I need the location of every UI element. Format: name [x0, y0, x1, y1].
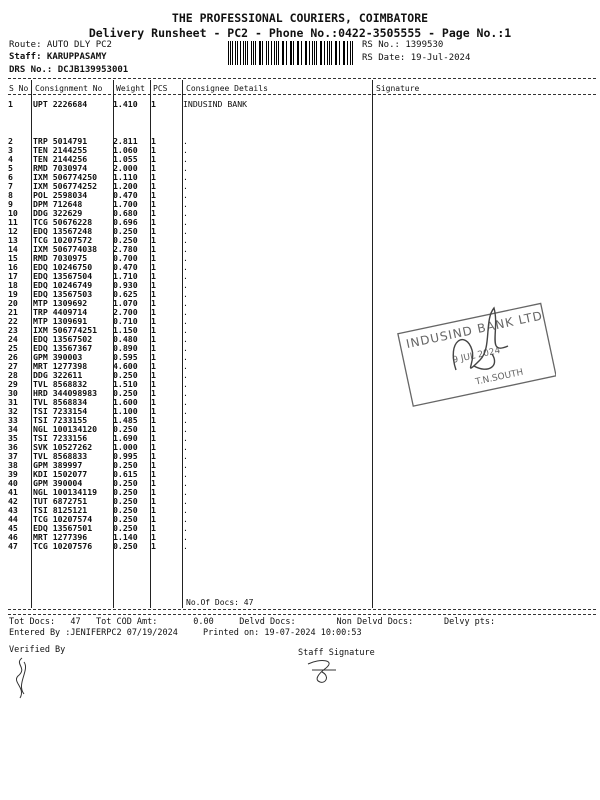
row-weight: 0.250 — [113, 226, 138, 236]
row-consignee: . — [183, 271, 188, 281]
row-weight: 0.250 — [113, 487, 138, 497]
row-consignee: . — [183, 379, 188, 389]
verifier-signature-icon — [10, 654, 36, 702]
header-pcs: PCS — [153, 84, 168, 93]
row-weight: 0.615 — [113, 469, 138, 479]
row-weight: 0.250 — [113, 541, 138, 551]
barcode-bar — [243, 41, 244, 65]
row-sno: 31 — [8, 397, 18, 407]
row-consignment: RMD 7030975 — [33, 253, 88, 263]
row-pcs: 1 — [151, 235, 156, 245]
row-sno: 17 — [8, 271, 18, 281]
divider — [8, 78, 596, 79]
row-consignee: . — [183, 253, 188, 263]
row-consignment: TVL 8568833 — [33, 451, 88, 461]
row-sno: 32 — [8, 406, 18, 416]
row-sno: 28 — [8, 370, 18, 380]
row-weight: 0.625 — [113, 289, 138, 299]
row-consignment: TSI 7233155 — [33, 415, 88, 425]
row-consignment: TRP 4409714 — [33, 307, 88, 317]
row-consignment: NGL 100134119 — [33, 487, 98, 497]
row-consignment: MRT 1277396 — [33, 532, 88, 542]
row-consignment: EDQ 13567502 — [33, 334, 93, 344]
row-weight: 1.200 — [113, 181, 138, 191]
row-consignee: . — [183, 145, 188, 155]
row-sno: 2 — [8, 136, 13, 146]
row-consignee: . — [183, 460, 188, 470]
row-weight: 1.150 — [113, 325, 138, 335]
row-consignee: . — [183, 316, 188, 326]
row-sno: 3 — [8, 145, 13, 155]
row-sno: 19 — [8, 289, 18, 299]
row-consignment: EDQ 13567248 — [33, 226, 93, 236]
row-consignee: . — [183, 541, 188, 551]
stamp-line1: INDUSIND BANK LTD — [404, 308, 545, 352]
row-pcs: 1 — [151, 487, 156, 497]
row-consignment: TCG 10207574 — [33, 514, 93, 524]
barcode-bar — [228, 41, 229, 65]
row-consignee: . — [183, 154, 188, 164]
row-weight: 2.700 — [113, 307, 138, 317]
row-sno: 20 — [8, 298, 18, 308]
row-consignee: . — [183, 433, 188, 443]
barcode-bar — [286, 41, 287, 65]
row-consignment: DDG 322611 — [33, 370, 83, 380]
row-consignment: HRD 344098983 — [33, 388, 98, 398]
row-sno: 8 — [8, 190, 13, 200]
row-sno: 27 — [8, 361, 18, 371]
document-subtitle: Delivery Runsheet - PC2 - Phone No.:0422-3505555 - Page No.:1 — [88, 26, 512, 40]
row-weight: 2.811 — [113, 136, 138, 146]
row-consignment: TUT 6872751 — [33, 496, 88, 506]
row-sno: 14 — [8, 244, 18, 254]
row-pcs: 1 — [151, 523, 156, 533]
row-sno: 29 — [8, 379, 18, 389]
row-pcs: 1 — [151, 424, 156, 434]
row-weight: 1.070 — [113, 298, 138, 308]
row-sno: 26 — [8, 352, 18, 362]
row-sno: 41 — [8, 487, 18, 497]
row-sno: 40 — [8, 478, 18, 488]
row-pcs: 1 — [151, 253, 156, 263]
row-consignment: POL 2598034 — [33, 190, 88, 200]
footer-totals: Tot Docs: 47 Tot COD Amt: 0.00 Delvd Docs: Non Delvd Docs: Delvy pts: — [9, 617, 496, 627]
divider — [8, 94, 596, 95]
row-sno: 16 — [8, 262, 18, 272]
row-consignee: . — [183, 190, 188, 200]
barcode-bar — [274, 41, 275, 65]
row-consignee: . — [183, 442, 188, 452]
row-sno: 7 — [8, 181, 13, 191]
row-consignment: TSI 7233156 — [33, 433, 88, 443]
row-consignee: . — [183, 334, 188, 344]
barcode-bar — [327, 41, 328, 65]
row-consignment: TCG 10207576 — [33, 541, 93, 551]
row-pcs: 1 — [151, 451, 156, 461]
stamp-line2: T.N.SOUTH — [474, 367, 525, 388]
row-weight: 1.055 — [113, 154, 138, 164]
row-pcs: 1 — [151, 514, 156, 524]
row-pcs: 1 — [151, 505, 156, 515]
row-pcs: 1 — [151, 271, 156, 281]
row-pcs: 1 — [151, 172, 156, 182]
row-sno: 5 — [8, 163, 13, 173]
consignment-table — [8, 137, 363, 551]
row-weight: 0.250 — [113, 478, 138, 488]
barcode-bar — [262, 41, 263, 65]
barcode — [228, 41, 354, 65]
row-weight: 0.250 — [113, 505, 138, 515]
row-pcs: 1 — [151, 99, 156, 109]
row-weight: 0.250 — [113, 514, 138, 524]
row-pcs: 1 — [151, 460, 156, 470]
row-consignee: . — [183, 244, 188, 254]
row-weight: 1.100 — [113, 406, 138, 416]
row-weight: 1.485 — [113, 415, 138, 425]
barcode-bar — [321, 41, 322, 65]
row-consignment: TSI 8125121 — [33, 505, 88, 515]
bank-stamp-icon — [396, 300, 556, 410]
printed-on: Printed on: 19-07-2024 10:00:53 — [203, 628, 362, 638]
row-pcs: 1 — [151, 154, 156, 164]
row-weight: 0.250 — [113, 523, 138, 533]
row-consignee: . — [183, 217, 188, 227]
row-consignee: . — [183, 199, 188, 209]
row-consignment: EDQ 13567503 — [33, 289, 93, 299]
row-consignee: . — [183, 361, 188, 371]
row-consignee: . — [183, 523, 188, 533]
verified-by: Verified By — [9, 645, 66, 655]
table-row — [8, 100, 363, 109]
row-sno: 39 — [8, 469, 18, 479]
barcode-bar — [247, 41, 248, 65]
row-weight: 0.595 — [113, 352, 138, 362]
row-sno: 9 — [8, 199, 13, 209]
row-pcs: 1 — [151, 163, 156, 173]
route: Route: AUTO DLY PC2 — [9, 40, 112, 50]
row-sno: 42 — [8, 496, 18, 506]
row-consignment: TEN 2144256 — [33, 154, 88, 164]
row-weight: 2.780 — [113, 244, 138, 254]
row-pcs: 1 — [151, 379, 156, 389]
row-pcs: 1 — [151, 217, 156, 227]
row-consignment: SVK 10527262 — [33, 442, 93, 452]
row-consignee: . — [183, 298, 188, 308]
row-weight: 1.140 — [113, 532, 138, 542]
row-weight: 0.696 — [113, 217, 138, 227]
row-consignment: DDG 322629 — [33, 208, 83, 218]
row-sno: 15 — [8, 253, 18, 263]
row-sno: 23 — [8, 325, 18, 335]
row-sno: 34 — [8, 424, 18, 434]
row-consignment: TVL 8568832 — [33, 379, 88, 389]
row-sno: 30 — [8, 388, 18, 398]
row-sno: 18 — [8, 280, 18, 290]
barcode-bar — [312, 41, 313, 65]
row-consignee: . — [183, 343, 188, 353]
row-sno: 36 — [8, 442, 18, 452]
header-consignee: Consignee Details — [186, 84, 268, 93]
row-pcs: 1 — [151, 208, 156, 218]
row-weight: 0.480 — [113, 334, 138, 344]
row-sno: 24 — [8, 334, 18, 344]
row-pcs: 1 — [151, 442, 156, 452]
row-pcs: 1 — [151, 415, 156, 425]
row-weight: 0.470 — [113, 262, 138, 272]
document-title: THE PROFESSIONAL COURIERS, COIMBATORE — [171, 11, 429, 25]
row-sno: 6 — [8, 172, 13, 182]
row-weight: 1.710 — [113, 271, 138, 281]
header-consignment: Consignment No — [35, 84, 103, 93]
row-pcs: 1 — [151, 316, 156, 326]
barcode-bar — [255, 41, 256, 65]
row-pcs: 1 — [151, 280, 156, 290]
row-consignee: . — [183, 424, 188, 434]
barcode-bar — [298, 41, 299, 65]
row-consignment: DPM 712648 — [33, 199, 83, 209]
row-consignee: . — [183, 208, 188, 218]
row-weight: 0.995 — [113, 451, 138, 461]
row-pcs: 1 — [151, 190, 156, 200]
row-consignment: TRP 5014791 — [33, 136, 88, 146]
row-sno: 1 — [8, 99, 13, 109]
row-sno: 4 — [8, 154, 13, 164]
row-consignment: MTP 1309691 — [33, 316, 88, 326]
row-consignment: RMD 7030974 — [33, 163, 88, 173]
row-consignee: . — [183, 325, 188, 335]
rs-number: RS No.: 1399530 — [362, 40, 444, 50]
row-consignment: EDQ 13567367 — [33, 343, 93, 353]
barcode-bar — [282, 41, 283, 65]
row-weight: 0.250 — [113, 460, 138, 470]
row-consignment: GPM 390003 — [33, 352, 83, 362]
row-sno: 46 — [8, 532, 18, 542]
row-pcs: 1 — [151, 145, 156, 155]
row-weight: 0.250 — [113, 235, 138, 245]
row-pcs: 1 — [151, 532, 156, 542]
row-weight: 1.700 — [113, 199, 138, 209]
row-consignee: . — [183, 514, 188, 524]
row-weight: 1.510 — [113, 379, 138, 389]
row-weight: 0.250 — [113, 496, 138, 506]
row-consignment: EDQ 13567504 — [33, 271, 93, 281]
row-pcs: 1 — [151, 478, 156, 488]
row-sno: 43 — [8, 505, 18, 515]
row-sno: 35 — [8, 433, 18, 443]
no-of-docs: No.Of Docs: 47 — [186, 598, 254, 607]
row-pcs: 1 — [151, 262, 156, 272]
row-pcs: 1 — [151, 388, 156, 398]
entered-by: Entered By :JENIFERPC2 07/19/2024 — [9, 628, 178, 638]
row-consignee: . — [183, 181, 188, 191]
row-pcs: 1 — [151, 469, 156, 479]
barcode-bar — [314, 41, 315, 65]
row-consignment: TCG 10207572 — [33, 235, 93, 245]
row-consignee: . — [183, 370, 188, 380]
row-consignee: . — [183, 388, 188, 398]
row-sno: 47 — [8, 541, 18, 551]
barcode-bar — [335, 41, 336, 65]
row-weight: 0.250 — [113, 388, 138, 398]
row-consignee: . — [183, 235, 188, 245]
row-weight: 1.410 — [113, 99, 138, 109]
row-weight: 0.470 — [113, 190, 138, 200]
row-pcs: 1 — [151, 343, 156, 353]
row-weight: 0.700 — [113, 253, 138, 263]
row-sno: 44 — [8, 514, 18, 524]
row-consignee: . — [183, 451, 188, 461]
row-pcs: 1 — [151, 226, 156, 236]
row-pcs: 1 — [151, 298, 156, 308]
barcode-bar — [235, 41, 236, 65]
row-consignee: . — [183, 505, 188, 515]
barcode-bar — [266, 41, 267, 65]
row-weight: 0.930 — [113, 280, 138, 290]
row-consignee: . — [183, 415, 188, 425]
row-consignee: . — [183, 496, 188, 506]
row-sno: 33 — [8, 415, 18, 425]
row-sno: 45 — [8, 523, 18, 533]
row-consignee: . — [183, 136, 188, 146]
row-consignee: . — [183, 352, 188, 362]
row-weight: 1.690 — [113, 433, 138, 443]
row-consignee: . — [183, 469, 188, 479]
barcode-bar — [350, 41, 351, 65]
row-pcs: 1 — [151, 244, 156, 254]
drs-number: DRS No.: DCJB139953001 — [9, 65, 129, 75]
barcode-bar — [278, 41, 279, 65]
row-consignment: IXM 506774038 — [33, 244, 98, 254]
first-row-table — [8, 100, 363, 109]
row-consignee: . — [183, 307, 188, 317]
row-consignment: EDQ 10246749 — [33, 280, 93, 290]
staff-signature-icon — [306, 656, 340, 686]
barcode-bar — [293, 41, 294, 65]
row-consignee: . — [183, 262, 188, 272]
row-sno: 25 — [8, 343, 18, 353]
divider — [8, 614, 596, 615]
barcode-bar — [240, 41, 241, 65]
row-weight: 1.060 — [113, 145, 138, 155]
row-weight: 0.250 — [113, 424, 138, 434]
barcode-bar — [305, 41, 306, 65]
row-consignment: NGL 100134120 — [33, 424, 98, 434]
row-weight: 0.680 — [113, 208, 138, 218]
row-consignment: KDI 1502077 — [33, 469, 88, 479]
row-pcs: 1 — [151, 496, 156, 506]
row-consignment: EDQ 13567501 — [33, 523, 93, 533]
row-sno: 13 — [8, 235, 18, 245]
row-consignee: . — [183, 289, 188, 299]
row-pcs: 1 — [151, 541, 156, 551]
row-consignment: MTP 1309692 — [33, 298, 88, 308]
row-consignee: . — [183, 406, 188, 416]
row-consignment: IXM 506774251 — [33, 325, 98, 335]
row-consignment: IXM 506774250 — [33, 172, 98, 182]
row-weight: 0.890 — [113, 343, 138, 353]
header-signature: Signature — [376, 84, 420, 93]
row-pcs: 1 — [151, 307, 156, 317]
row-consignment: MRT 1277398 — [33, 361, 88, 371]
row-consignment: UPT 2226684 — [33, 99, 88, 109]
row-consignment: GPM 389997 — [33, 460, 83, 470]
row-pcs: 1 — [151, 433, 156, 443]
row-consignee: . — [183, 163, 188, 173]
barcode-bar — [343, 41, 344, 65]
row-consignee: . — [183, 487, 188, 497]
row-sno: 21 — [8, 307, 18, 317]
row-weight: 1.600 — [113, 397, 138, 407]
row-pcs: 1 — [151, 352, 156, 362]
row-consignee: . — [183, 280, 188, 290]
row-sno: 38 — [8, 460, 18, 470]
row-pcs: 1 — [151, 361, 156, 371]
row-sno: 11 — [8, 217, 18, 227]
row-consignment: GPM 390004 — [33, 478, 83, 488]
row-consignee: INDUSIND BANK — [183, 99, 248, 109]
row-pcs: 1 — [151, 325, 156, 335]
row-pcs: 1 — [151, 289, 156, 299]
row-consignment: TVL 8568834 — [33, 397, 88, 407]
row-consignee: . — [183, 478, 188, 488]
row-weight: 4.600 — [113, 361, 138, 371]
row-weight: 1.110 — [113, 172, 138, 182]
row-pcs: 1 — [151, 181, 156, 191]
header-weight: Weight — [116, 84, 145, 93]
header-sno: S No — [9, 84, 29, 93]
stamp-date: 9 JUL 2024 — [451, 345, 502, 366]
row-pcs: 1 — [151, 406, 156, 416]
row-consignment: TCG 50676228 — [33, 217, 93, 227]
row-consignment: IXM 506774252 — [33, 181, 98, 191]
divider — [8, 609, 596, 610]
row-pcs: 1 — [151, 370, 156, 380]
row-consignee: . — [183, 397, 188, 407]
row-pcs: 1 — [151, 397, 156, 407]
row-consignment: EDQ 10246750 — [33, 262, 93, 272]
row-weight: 2.000 — [113, 163, 138, 173]
row-pcs: 1 — [151, 334, 156, 344]
barcode-bar — [339, 41, 340, 65]
staff: Staff: KARUPPASAMY — [9, 52, 107, 62]
row-weight: 0.250 — [113, 370, 138, 380]
row-consignment: TSI 7233154 — [33, 406, 88, 416]
row-sno: 22 — [8, 316, 18, 326]
row-pcs: 1 — [151, 136, 156, 146]
table-row — [8, 542, 363, 551]
row-sno: 37 — [8, 451, 18, 461]
rs-date: RS Date: 19-Jul-2024 — [362, 53, 471, 63]
row-consignment: TEN 2144255 — [33, 145, 88, 155]
row-consignee: . — [183, 226, 188, 236]
column-divider — [372, 80, 373, 608]
staff-signature-label: Staff Signature — [298, 648, 375, 658]
row-pcs: 1 — [151, 199, 156, 209]
row-consignee: . — [183, 532, 188, 542]
row-weight: 1.000 — [113, 442, 138, 452]
row-weight: 0.710 — [113, 316, 138, 326]
row-sno: 10 — [8, 208, 18, 218]
row-sno: 12 — [8, 226, 18, 236]
row-consignee: . — [183, 172, 188, 182]
